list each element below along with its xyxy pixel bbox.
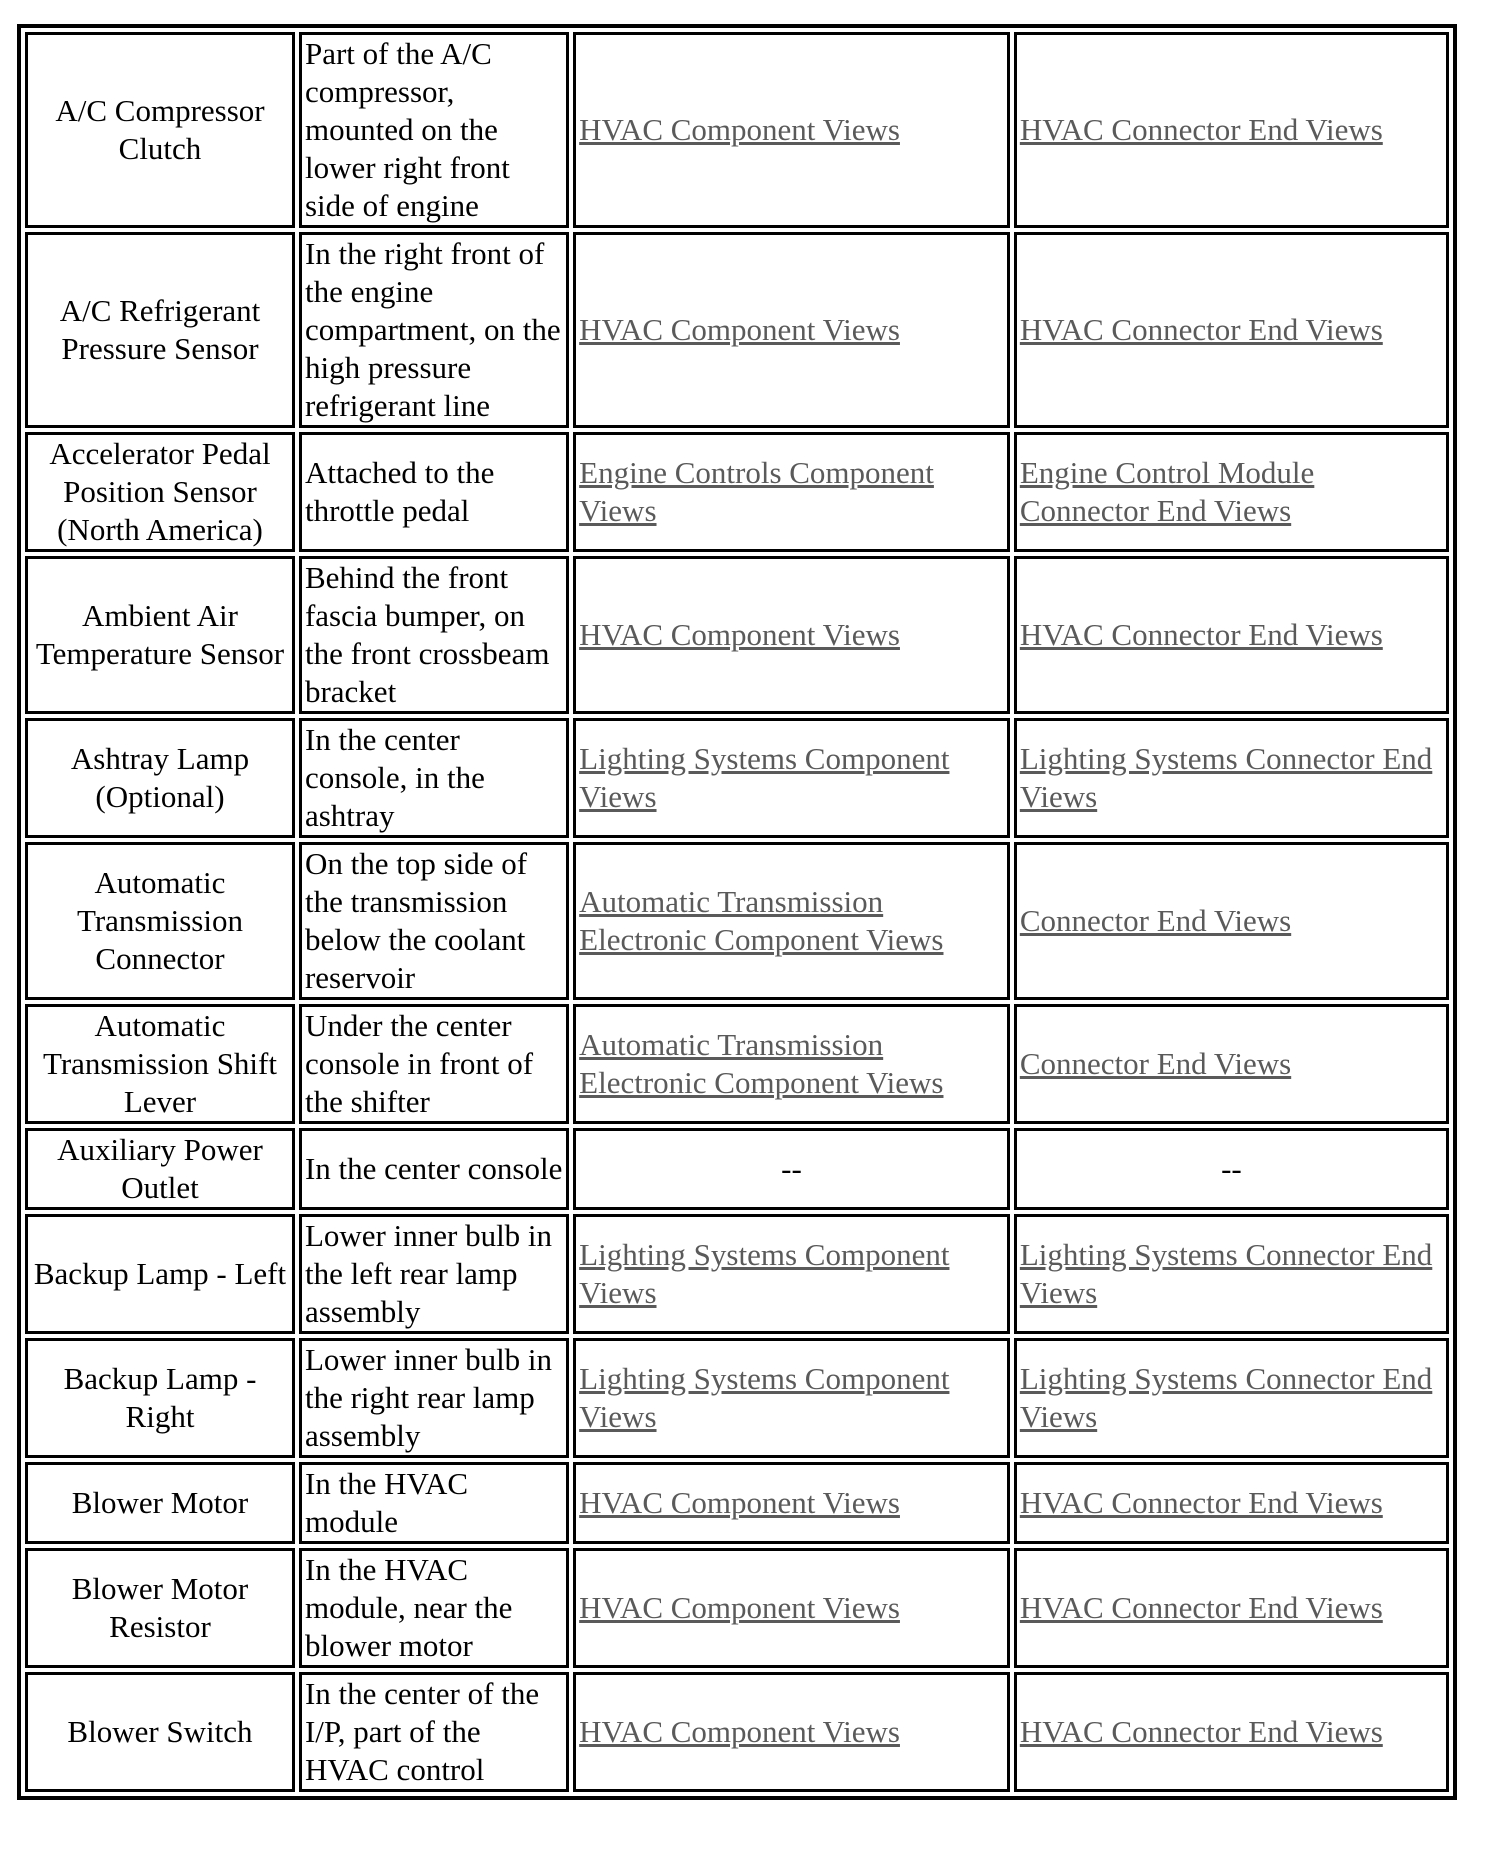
location-text: In the HVAC module bbox=[304, 1466, 469, 1539]
table-row bbox=[25, 1004, 1449, 1124]
connector-view-cell bbox=[1014, 1548, 1449, 1668]
connector-view-cell bbox=[1014, 32, 1449, 228]
component-view-cell bbox=[573, 32, 1010, 228]
component-name-cell bbox=[25, 718, 295, 838]
location-text: Under the center console in front of the shifter bbox=[304, 1008, 534, 1119]
component-view-cell bbox=[573, 1004, 1010, 1124]
table-row bbox=[25, 1548, 1449, 1668]
component-view-cell bbox=[573, 432, 1010, 552]
location-cell bbox=[299, 556, 569, 714]
location-cell bbox=[299, 1128, 569, 1210]
connector-view-link[interactable]: HVAC Connector End Views bbox=[1019, 1485, 1383, 1520]
location-text: Lower inner bulb in the right rear lamp assembly bbox=[304, 1342, 553, 1453]
component-view-link[interactable]: Lighting Systems Component Views bbox=[579, 1361, 950, 1434]
location-cell bbox=[299, 1214, 569, 1334]
location-cell bbox=[299, 32, 569, 228]
component-view-cell bbox=[573, 1462, 1010, 1544]
location-cell bbox=[299, 842, 569, 1000]
component-name-cell bbox=[25, 32, 295, 228]
connector-view-link[interactable]: HVAC Connector End Views bbox=[1019, 617, 1383, 652]
component-view-cell bbox=[573, 1128, 1010, 1210]
location-text: In the center of the I/P, part of the HVAC control bbox=[304, 1676, 540, 1787]
component-view-link[interactable]: HVAC Component Views bbox=[579, 617, 900, 652]
location-cell bbox=[299, 1338, 569, 1458]
connector-view-cell bbox=[1014, 232, 1449, 428]
component-name-cell bbox=[25, 1214, 295, 1334]
location-cell bbox=[299, 1672, 569, 1792]
table-row bbox=[25, 1338, 1449, 1458]
table-row bbox=[25, 32, 1449, 228]
component-name-cell bbox=[25, 432, 295, 552]
connector-view-cell bbox=[1014, 1338, 1449, 1458]
location-cell bbox=[299, 1548, 569, 1668]
component-name-cell bbox=[25, 1004, 295, 1124]
connector-view-cell bbox=[1014, 556, 1449, 714]
location-cell bbox=[299, 1462, 569, 1544]
connector-view-link[interactable]: HVAC Connector End Views bbox=[1019, 1590, 1383, 1625]
location-text: In the HVAC module, near the blower motor bbox=[304, 1552, 513, 1663]
component-view-cell bbox=[573, 232, 1010, 428]
component-view-link[interactable]: Automatic Transmission Electronic Component Views bbox=[579, 884, 944, 957]
component-name-cell bbox=[25, 1128, 295, 1210]
location-text: Attached to the throttle pedal bbox=[304, 455, 495, 528]
location-text: In the center console, in the ashtray bbox=[304, 722, 485, 833]
component-name: A/C Refrigerant Pressure Sensor bbox=[59, 293, 261, 366]
component-view-link[interactable]: HVAC Component Views bbox=[579, 1590, 900, 1625]
table-row bbox=[25, 1672, 1449, 1792]
connector-view-cell bbox=[1014, 718, 1449, 838]
component-name-cell bbox=[25, 1672, 295, 1792]
component-name: Auxiliary Power Outlet bbox=[57, 1132, 263, 1205]
component-name: A/C Compressor Clutch bbox=[55, 93, 265, 166]
component-name-cell bbox=[25, 1462, 295, 1544]
connector-view-cell bbox=[1014, 842, 1449, 1000]
connector-view-link[interactable]: HVAC Connector End Views bbox=[1019, 1714, 1383, 1749]
connector-view-link[interactable]: Lighting Systems Connector End Views bbox=[1019, 741, 1433, 814]
component-name: Ambient Air Temperature Sensor bbox=[35, 598, 285, 671]
component-view-cell bbox=[573, 1338, 1010, 1458]
component-name: Accelerator Pedal Position Sensor (North America) bbox=[49, 436, 271, 547]
location-cell bbox=[299, 1004, 569, 1124]
connector-view-link[interactable]: Engine Control Module Connector End Views bbox=[1019, 455, 1315, 528]
component-view-link[interactable]: HVAC Component Views bbox=[579, 1485, 900, 1520]
component-view-cell bbox=[573, 1672, 1010, 1792]
component-name-cell bbox=[25, 232, 295, 428]
component-name-cell bbox=[25, 556, 295, 714]
connector-view-link[interactable]: Lighting Systems Connector End Views bbox=[1019, 1237, 1433, 1310]
location-text: Part of the A/C compressor, mounted on the lower right front side of engine bbox=[304, 36, 510, 223]
connector-view-link[interactable]: Lighting Systems Connector End Views bbox=[1019, 1361, 1433, 1434]
table-row bbox=[25, 842, 1449, 1000]
component-view-link[interactable]: Lighting Systems Component Views bbox=[579, 1237, 950, 1310]
component-view-link[interactable]: Engine Controls Component Views bbox=[579, 455, 934, 528]
connector-view-cell bbox=[1014, 432, 1449, 552]
location-text: Lower inner bulb in the left rear lamp assembly bbox=[304, 1218, 553, 1329]
component-name-cell bbox=[25, 842, 295, 1000]
component-view-cell bbox=[573, 718, 1010, 838]
table-row bbox=[25, 232, 1449, 428]
component-view-link[interactable]: HVAC Component Views bbox=[579, 112, 900, 147]
component-locator-table bbox=[17, 24, 1457, 1800]
component-view-link[interactable]: Automatic Transmission Electronic Component Views bbox=[579, 1027, 944, 1100]
connector-view-cell bbox=[1014, 1128, 1449, 1210]
connector-view-link[interactable]: Connector End Views bbox=[1019, 1046, 1292, 1081]
component-view-link[interactable]: HVAC Component Views bbox=[579, 1714, 900, 1749]
location-cell bbox=[299, 232, 569, 428]
component-name: Blower Switch bbox=[67, 1714, 253, 1749]
component-name: Backup Lamp - Right bbox=[63, 1361, 257, 1434]
component-name: Automatic Transmission Connector bbox=[77, 865, 243, 976]
component-view-link[interactable]: Lighting Systems Component Views bbox=[579, 741, 950, 814]
component-name-cell bbox=[25, 1338, 295, 1458]
location-cell bbox=[299, 718, 569, 838]
connector-view-cell bbox=[1014, 1214, 1449, 1334]
component-name: Ashtray Lamp (Optional) bbox=[70, 741, 250, 814]
connector-view-link[interactable]: HVAC Connector End Views bbox=[1019, 112, 1383, 147]
component-name: Blower Motor bbox=[71, 1485, 249, 1520]
empty-placeholder: -- bbox=[781, 1151, 802, 1186]
table-row bbox=[25, 1214, 1449, 1334]
component-name-cell bbox=[25, 1548, 295, 1668]
location-cell bbox=[299, 432, 569, 552]
component-name: Backup Lamp - Left bbox=[33, 1256, 287, 1291]
location-text: In the center console bbox=[304, 1151, 563, 1186]
empty-placeholder: -- bbox=[1221, 1151, 1242, 1186]
connector-view-link[interactable]: HVAC Connector End Views bbox=[1019, 312, 1383, 347]
location-text: Behind the front fascia bumper, on the front crossbeam bracket bbox=[304, 560, 550, 709]
table-row bbox=[25, 1462, 1449, 1544]
connector-view-cell bbox=[1014, 1004, 1449, 1124]
component-view-cell bbox=[573, 842, 1010, 1000]
table-row bbox=[25, 1128, 1449, 1210]
component-view-link[interactable]: HVAC Component Views bbox=[579, 312, 900, 347]
location-text: On the top side of the transmission below the coolant reservoir bbox=[304, 846, 528, 995]
table-row bbox=[25, 432, 1449, 552]
location-text: In the right front of the engine compartment, on the high pressure refrigerant line bbox=[304, 236, 561, 423]
connector-view-cell bbox=[1014, 1672, 1449, 1792]
table-row bbox=[25, 556, 1449, 714]
table-row bbox=[25, 718, 1449, 838]
component-view-cell bbox=[573, 1214, 1010, 1334]
connector-view-cell bbox=[1014, 1462, 1449, 1544]
component-name: Automatic Transmission Shift Lever bbox=[42, 1008, 277, 1119]
connector-view-link[interactable]: Connector End Views bbox=[1019, 903, 1292, 938]
component-view-cell bbox=[573, 1548, 1010, 1668]
component-name: Blower Motor Resistor bbox=[71, 1571, 249, 1644]
component-view-cell bbox=[573, 556, 1010, 714]
